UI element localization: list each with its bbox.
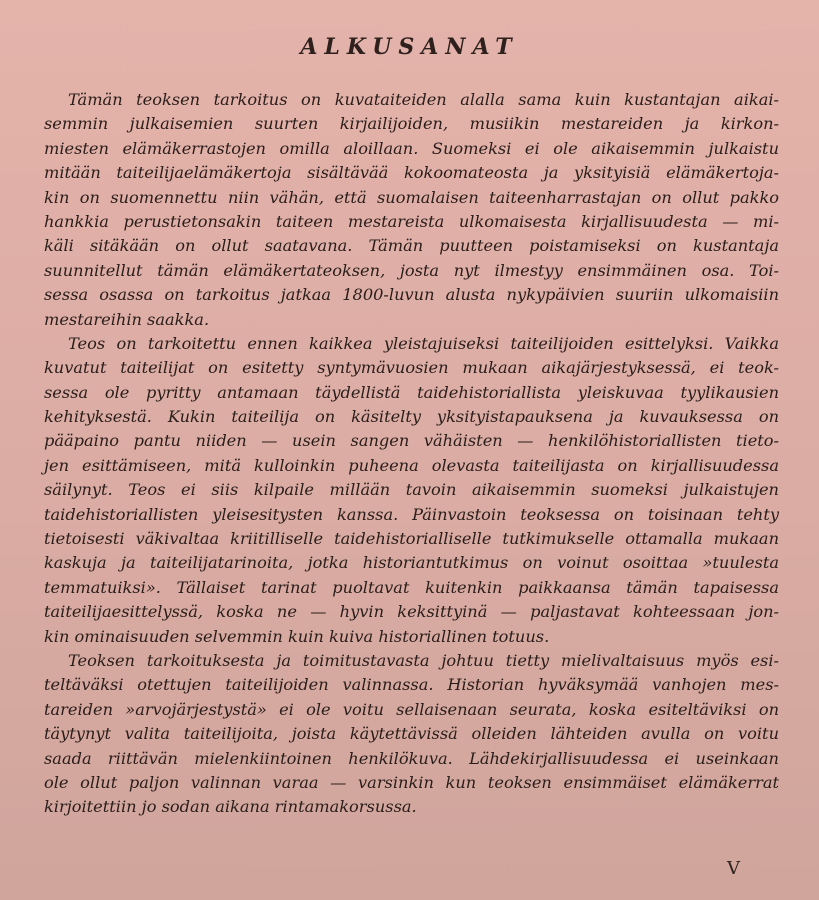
text-line: hankkia perustietonsakin taiteen mestareista ulkomaisesta kirjallisuudesta — mi- bbox=[44, 211, 779, 231]
text-line: tareiden »arvojärjestystä» ei ole voitu sellaisenaan seurata, koska esiteltäviksi on bbox=[44, 699, 779, 719]
text-line: säilynyt. Teos ei siis kilpaile millään tavoin aikaisemmin suomeksi julkaistujen bbox=[44, 480, 779, 500]
text-line: kaskuja ja taiteilijatarinoita, jotka historiantutkimus on voinut osoittaa »tuulesta bbox=[44, 553, 779, 573]
text-line: ole ollut paljon valinnan varaa — varsinkin kun teoksen ensimmäiset elämäkerrat bbox=[44, 772, 779, 792]
text-line: Tämän teoksen tarkoitus on kuvataiteiden alalla sama kuin kustantajan aikai- bbox=[68, 90, 779, 109]
text-line: mestareihin saakka. bbox=[44, 309, 210, 329]
page-number: V bbox=[727, 858, 740, 879]
text-line: kirjoitettiin jo sodan aikana rintamakorsussa. bbox=[44, 797, 417, 817]
body-text bbox=[44, 88, 779, 820]
text-line: taidehistoriallisten yleisesitysten kanssa. Päinvastoin teoksessa on toisinaan tehty bbox=[44, 504, 779, 524]
paragraph-2 bbox=[44, 332, 779, 649]
text-line: Teoksen tarkoituksesta ja toimitustavasta johtuu tietty mielivaltaisuus myös esi- bbox=[68, 650, 779, 670]
paragraph-1 bbox=[44, 88, 779, 332]
text-line: kuvatut taiteilijat on esitetty syntymävuosien mukaan aikajärjestyksessä, ei teok- bbox=[44, 358, 779, 378]
text-line: sessa osassa on tarkoitus jatkaa 1800-luvun alusta nykypäivien suuriin ulkomaisiin bbox=[44, 285, 779, 305]
text-line: semmin julkaisemien suurten kirjailijoiden, musiikin mestareiden ja kirkon- bbox=[44, 114, 779, 134]
text-line: kehityksestä. Kukin taiteilija on käsitelty yksityistapauksena ja kuvauksessa on bbox=[44, 407, 779, 427]
text-line: taiteilijaesittelyssä, koska ne — hyvin keksittyinä — paljastavat kohteessaan jon- bbox=[44, 602, 779, 622]
text-line: täytynyt valita taiteilijoita, joista käytettävissä olleiden lähteiden avulla on voitu bbox=[44, 724, 779, 744]
page-title: ALKUSANAT bbox=[300, 34, 519, 60]
text-line: kin ominaisuuden selvemmin kuin kuiva historiallinen totuus. bbox=[44, 626, 550, 646]
text-line: teltäväksi otettujen taiteilijoiden valinnassa. Historian hyväksymää vanhojen mes- bbox=[44, 675, 779, 695]
text-line: jen esittämiseen, mitä kulloinkin puheena olevasta taiteilijasta on kirjallisuudessa bbox=[44, 455, 779, 475]
text-line: temmatuiksi». Tällaiset tarinat puoltavat kuitenkin paikkaansa tämän tapaisessa bbox=[44, 577, 779, 597]
text-line: mitään taiteilijaelämäkertoja sisältävää kokoomateosta ja yksityisiä elämäkertoja- bbox=[44, 163, 779, 183]
text-line: käli sitäkään on ollut saatavana. Tämän puutteen poistamiseksi on kustantaja bbox=[44, 236, 779, 256]
text-line: tietoisesti väkivaltaa kriitilliselle taidehistorialliselle tutkimukselle ottamalla mukaan bbox=[44, 529, 779, 549]
paragraph-3 bbox=[44, 649, 779, 820]
text-line: Teos on tarkoitettu ennen kaikkea yleistajuiseksi taiteilijoiden esittelyksi. Vaikka bbox=[68, 333, 779, 353]
text-line: pääpaino pantu niiden — usein sangen vähäisten — henkilöhistoriallisten tieto- bbox=[44, 431, 779, 451]
text-line: kin on suomennettu niin vähän, että suomalaisen taiteenharrastajan on ollut pakko bbox=[44, 187, 779, 207]
text-line: sessa ole pyritty antamaan täydellistä taidehistoriallista yleiskuvaa tyylikausien bbox=[44, 382, 779, 402]
text-line: suunnitellut tämän elämäkertateoksen, josta nyt ilmestyy ensimmäinen osa. Toi- bbox=[44, 260, 779, 280]
text-line: miesten elämäkerrastojen omilla aloillaan. Suomeksi ei ole aikaisemmin julkaistu bbox=[44, 138, 779, 158]
text-line: saada riittävän mielenkiintoinen henkilökuva. Lähdekirjallisuudessa ei useinkaan bbox=[44, 748, 779, 768]
